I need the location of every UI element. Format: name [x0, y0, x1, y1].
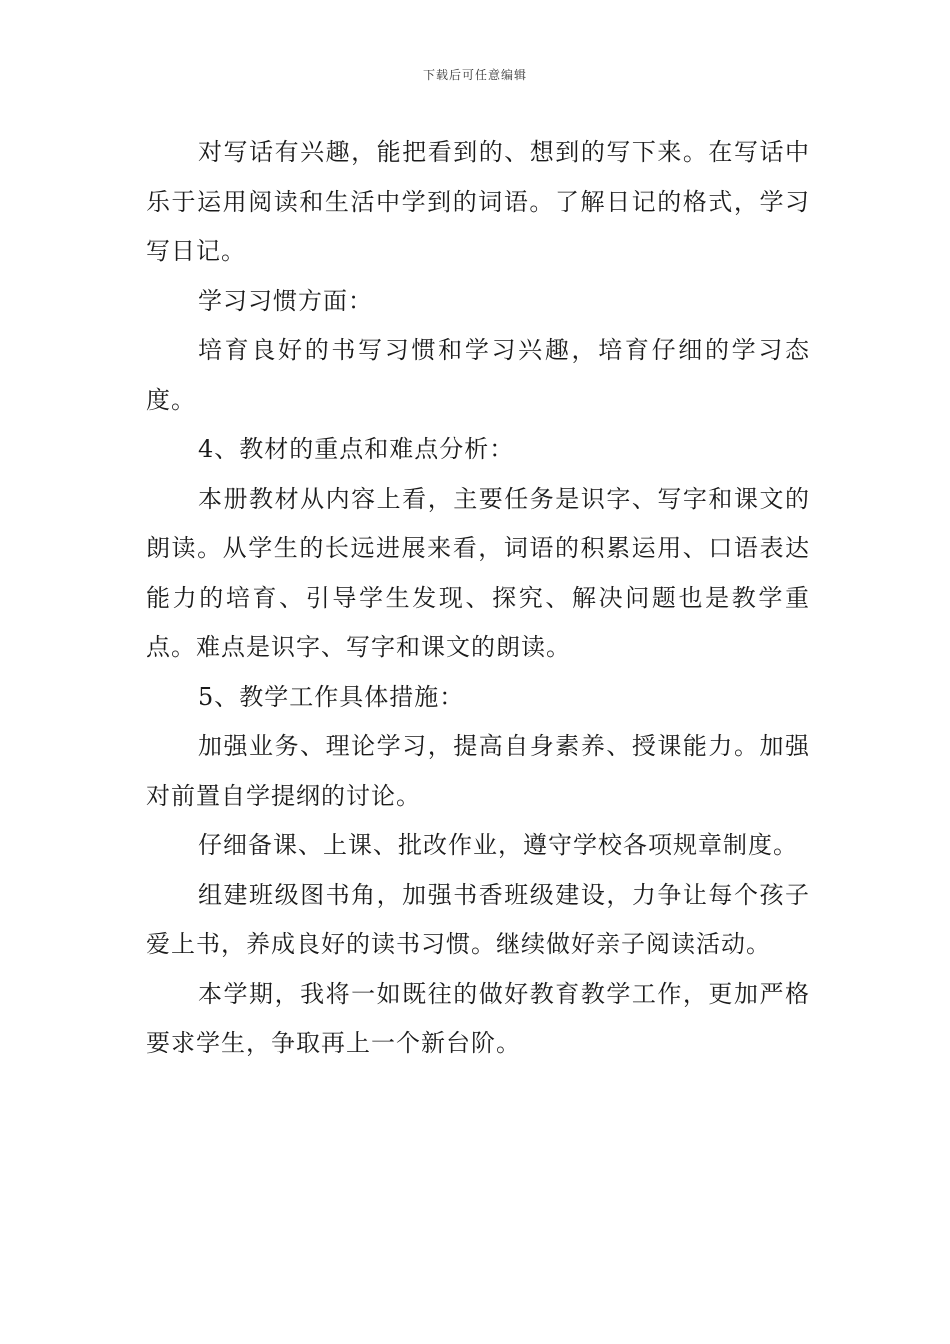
- paragraph-measure-study: 加强业务、理论学习，提高自身素养、授课能力。加强对前置自学提纲的讨论。: [146, 732, 810, 810]
- section-heading-key-points: 4、教材的重点和难点分析：: [198, 435, 515, 463]
- paragraph-study-habits-heading: 学习习惯方面：: [198, 286, 373, 315]
- paragraph-writing-interest: 对写话有兴趣，能把看到的、想到的写下来。在写话中乐于运用阅读和生活中学到的词语。了解日记的格式，学习写日记。: [146, 138, 810, 265]
- paragraph-conclusion: 本学期，我将一如既往的做好教育教学工作，更加严格要求学生，争取再上一个新台阶。: [146, 979, 810, 1057]
- page-header: 下载后可任意编辑: [422, 68, 527, 82]
- document-body: [146, 128, 810, 1069]
- paragraph-measure-reading-corner: 组建班级图书角，加强书香班级建设，力争让每个孩子爱上书，养成良好的读书习惯。继续做好亲子阅读活动。: [146, 880, 810, 958]
- section-heading-measures: 5、教学工作具体措施：: [198, 682, 465, 711]
- paragraph-measure-lessons: 仔细备课、上课、批改作业，遵守学校各项规章制度。: [198, 831, 798, 859]
- paragraph-key-points: 本册教材从内容上看，主要任务是识字、写字和课文的朗读。从学生的长远进展来看，词语的积累运用、口语表达能力的培育、引导学生发现、探究、解决问题也是教学重点。难点是识字、写字和课文的朗读。: [146, 484, 810, 661]
- paragraph-study-habits: 培育良好的书写习惯和学习兴趣，培育仔细的学习态度。: [146, 336, 810, 414]
